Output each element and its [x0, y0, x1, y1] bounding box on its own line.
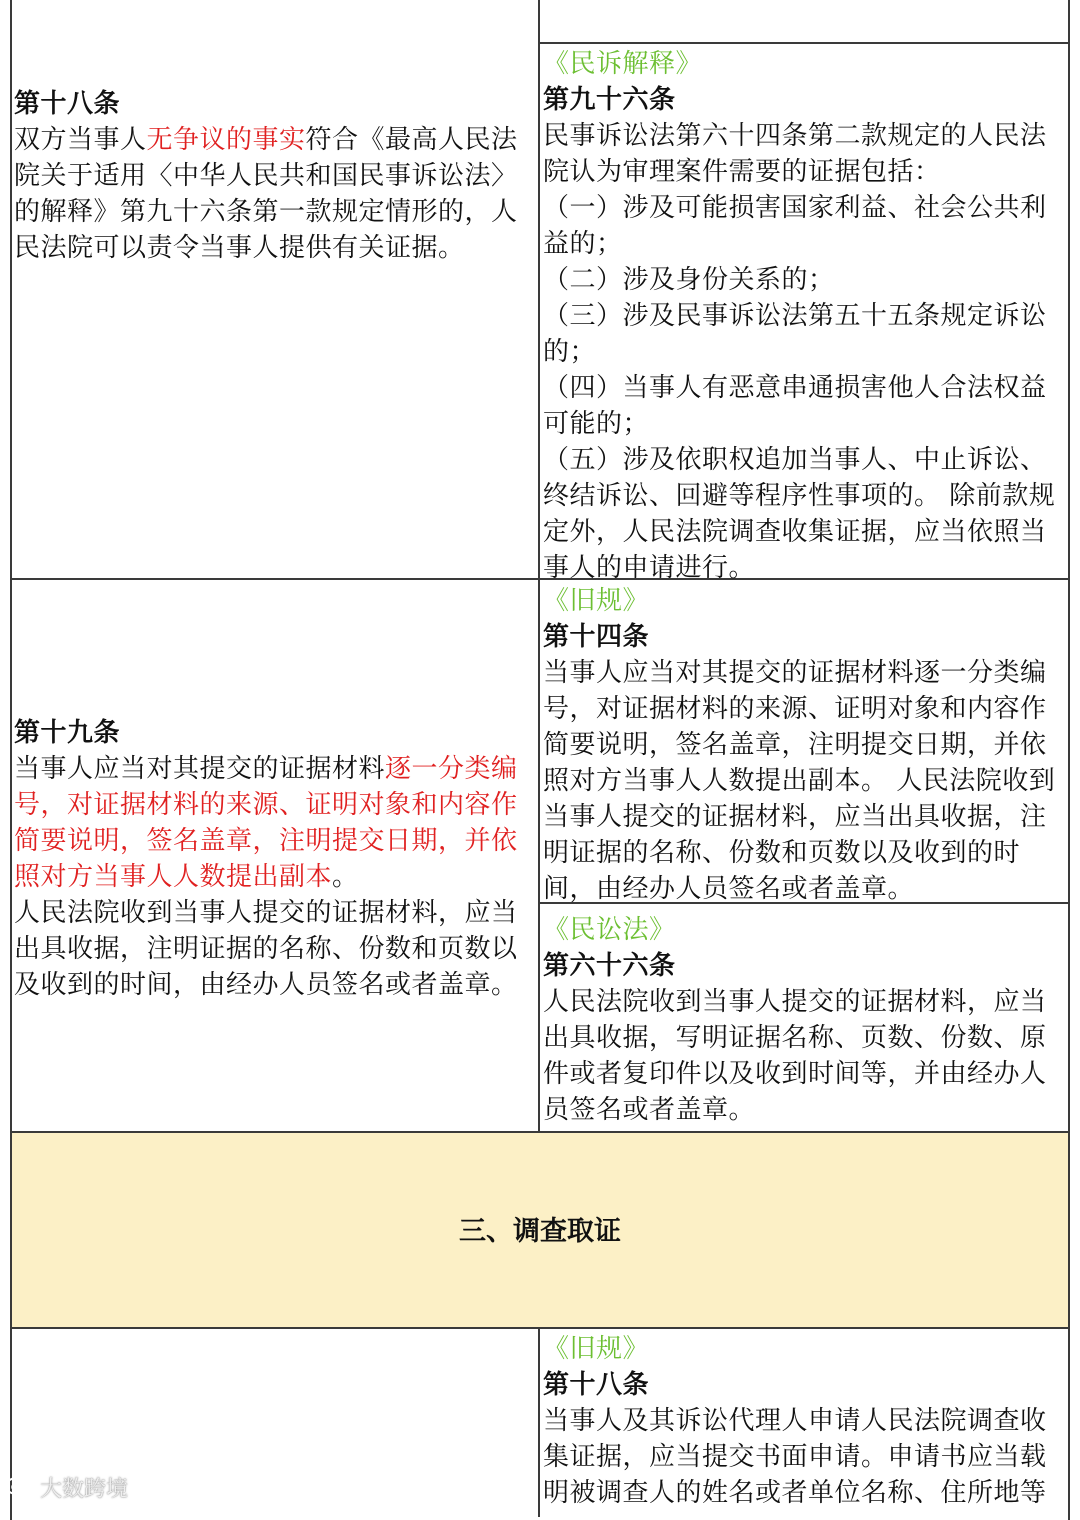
article-item: （四）当事人有恶意串通损害他人合法权益可能的；	[543, 373, 1047, 439]
article-item: （五）涉及依职权追加当事人、中止诉讼、终结诉讼、回避等程序性事项的。 除前款规定外，人民法院调查收集证据，应当依照当事人的申请进行。	[543, 445, 1056, 583]
article-text: 。	[332, 862, 359, 892]
article-item: （三）涉及民事诉讼法第五十五条规定诉讼的；	[543, 301, 1047, 367]
old-rule-18-cell	[543, 1331, 1065, 1511]
article-96-cell	[543, 46, 1065, 586]
article-title: 第九十六条	[543, 85, 676, 115]
row-divider	[10, 1327, 1070, 1329]
article-text: 双方当事人	[14, 125, 147, 155]
highlighted-text: 逐一分类编号，对证据材料的来源、证明对象和内容作简要说明，签名盖章，注明提交日期，并依照对方当事人人数提出副本	[14, 754, 518, 892]
article-title: 第十九条	[14, 718, 121, 748]
article-18-cell	[14, 86, 536, 266]
article-title: 第十八条	[14, 89, 121, 119]
source-label: 《旧规》	[543, 586, 650, 616]
cell-divider	[538, 42, 1070, 44]
article-item: （二）涉及身份关系的；	[543, 265, 835, 295]
article-19-cell	[14, 715, 536, 1003]
article-title: 第十八条	[543, 1370, 650, 1400]
article-text: 人民法院收到当事人提交的证据材料，应当出具收据，注明证据的名称、份数和页数以及收到的时间，由经办人员签名或者盖章。	[14, 898, 518, 1000]
article-title: 第六十六条	[543, 951, 676, 981]
source-label: 《民诉解释》	[543, 49, 703, 79]
column-divider	[538, 1327, 540, 1517]
article-body: 当事人及其诉讼代理人申请人民法院调查收集证据，应当提交书面申请。申请书应当载明被调查人的姓名或者单位名称、住所地等	[543, 1406, 1047, 1508]
civil-procedure-66-cell	[543, 912, 1065, 1128]
article-body: 当事人应当对其提交的证据材料逐一分类编号，对证据材料的来源、证明对象和内容作简要说明，签名盖章，注明提交日期，并依照对方当事人人数提出副本。 人民法院收到当事人提交的证据材料，应当出具收据，注明证据的名称、份数和页数以及收到的时间，由经办人员签名或者盖章。	[543, 658, 1056, 904]
source-label: 《民讼法》	[543, 915, 676, 945]
old-rule-14-cell	[543, 583, 1065, 907]
article-text: 当事人应当对其提交的证据材料	[14, 754, 386, 784]
article-body: 民事诉讼法第六十四条第二款规定的人民法院认为审理案件需要的证据包括：	[543, 121, 1047, 187]
column-divider	[538, 0, 540, 1133]
article-title: 第十四条	[543, 622, 650, 652]
article-item: （一）涉及可能损害国家利益、社会公共利益的；	[543, 193, 1047, 259]
section-title: 三、调查取证	[459, 1216, 621, 1247]
watermark-text: 大数跨境	[40, 1477, 129, 1502]
source-label: 《旧规》	[543, 1334, 650, 1364]
highlighted-text: 无争议的事实	[146, 125, 306, 155]
weibo-icon	[4, 1472, 34, 1507]
article-text: 符合《最高人民法院关于适用〈中华人民共和国民事诉讼法〉的解释》第九十六条第一款规定情形的，人民法院可以责令当事人提供有关证据。	[14, 125, 518, 263]
article-body: 人民法院收到当事人提交的证据材料，应当出具收据，写明证据名称、页数、份数、原件或者复印件以及收到时间等，并由经办人员签名或者盖章。	[543, 987, 1047, 1125]
watermark	[4, 1472, 128, 1506]
